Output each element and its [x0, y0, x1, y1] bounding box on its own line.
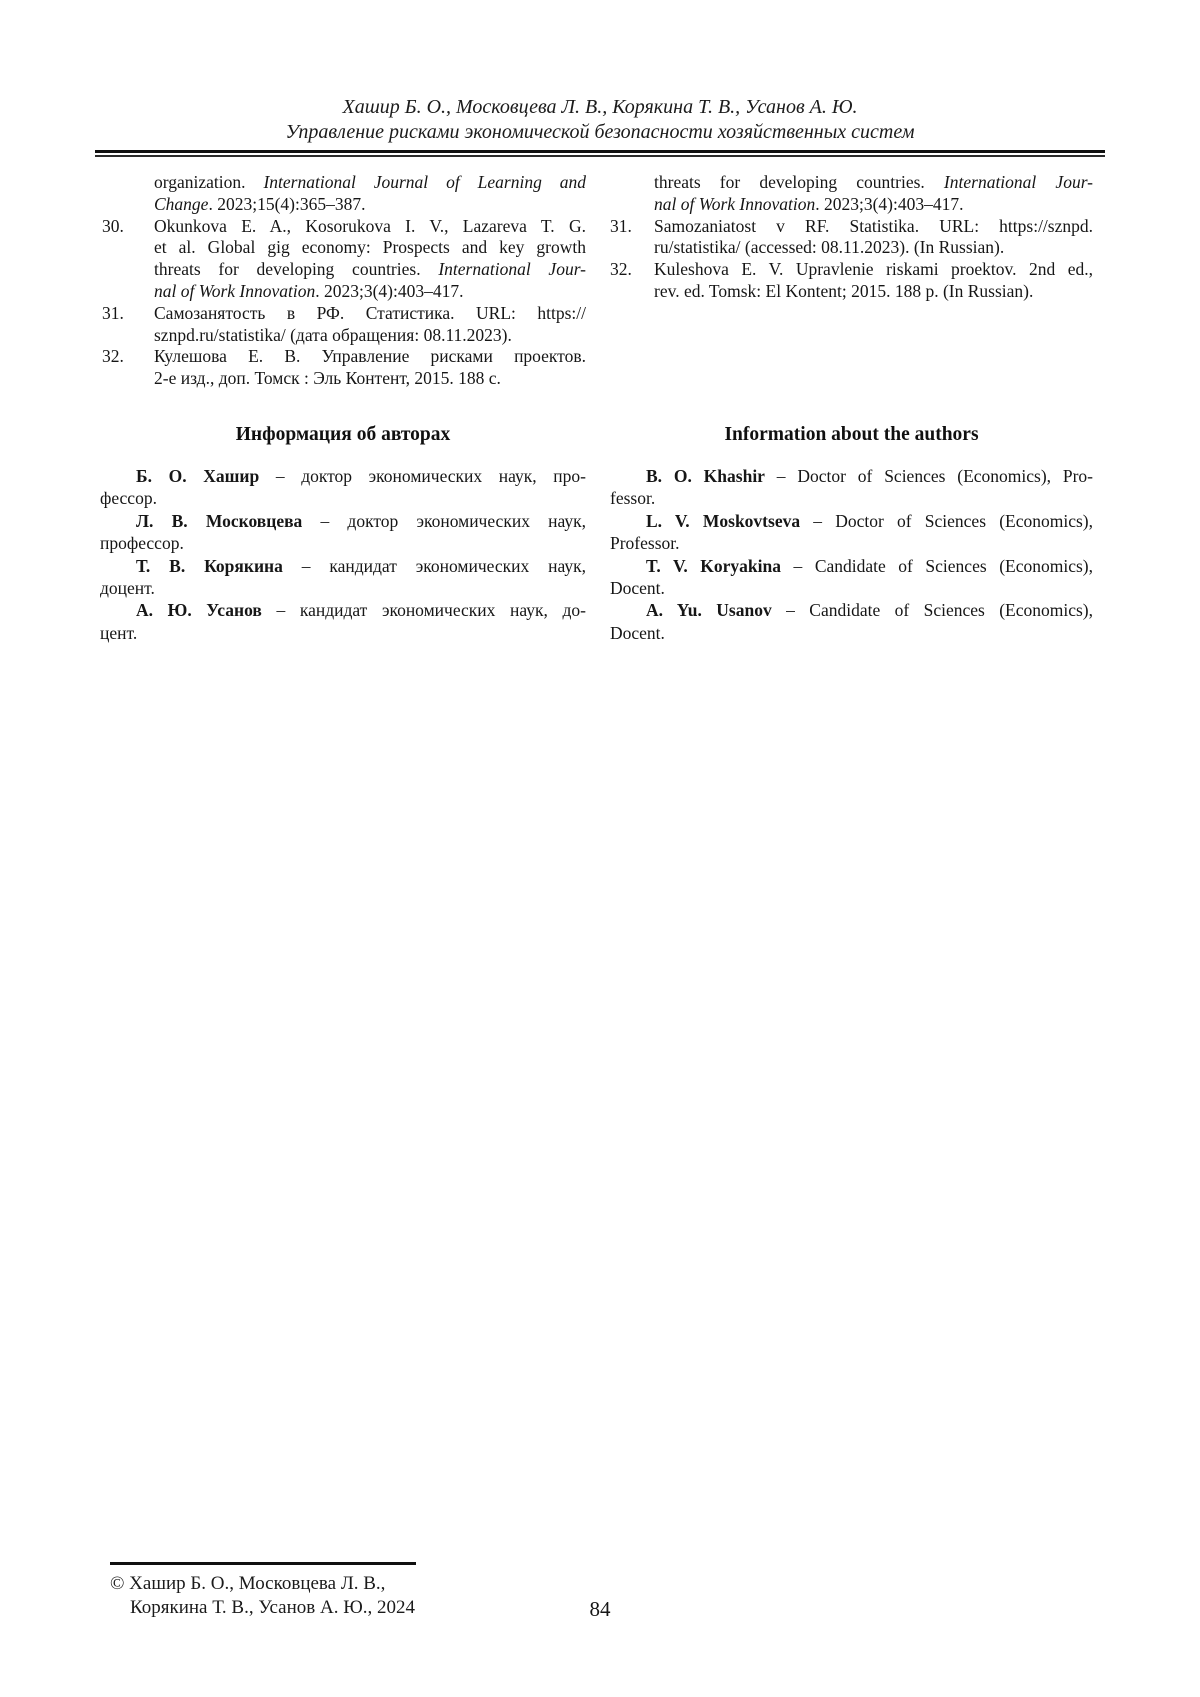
reference-number: 32. [610, 259, 632, 280]
text-run: цент. [100, 622, 138, 643]
page-number: 84 [589, 1597, 611, 1621]
journal-title-run: International Journal of Learning and [263, 172, 586, 192]
author-name: Т. В. Корякина [136, 555, 283, 576]
reference-item [610, 172, 1093, 216]
journal-title-run: Change [154, 193, 209, 214]
text-line [154, 237, 586, 259]
authors-section-ru [100, 423, 586, 644]
text-line [654, 216, 1093, 238]
text-run: Кулешова Е. В. Управление рисками проектов. [154, 346, 586, 367]
text-line [100, 622, 586, 644]
references-right-column [610, 172, 1093, 303]
text-line [154, 281, 586, 303]
text-line [100, 487, 586, 509]
text-run: Samozaniatost v RF. Statistika. URL: https://sznpd. [654, 215, 1093, 236]
text-line [154, 368, 586, 390]
text-run: Okunkova E. A., Kosorukova I. V., Lazareva T. G. [154, 215, 586, 236]
text-run: доцент. [100, 578, 155, 599]
author-entry [100, 555, 586, 600]
text-line [610, 599, 1093, 621]
references-left-column [100, 172, 586, 390]
text-run: rev. ed. Tomsk: El Kontent; 2015. 188 p. (In Russian). [654, 280, 1034, 301]
text-line [654, 237, 1093, 259]
author-name: Л. В. Московцева [136, 510, 303, 531]
text-run: – Doctor of Sciences (Economics), [800, 510, 1093, 531]
text-line [154, 303, 586, 325]
author-entry [100, 465, 586, 510]
text-line [654, 259, 1093, 281]
reference-item [100, 216, 586, 303]
text-line [610, 622, 1093, 644]
text-line [100, 555, 586, 577]
copyright-line-1: © Хашир Б. О., Московцева Л. В., [110, 1573, 386, 1594]
journal-title-run: nal of Work Innovation [154, 280, 316, 301]
text-run: фессор. [100, 488, 157, 509]
author-entry [100, 599, 586, 644]
author-name: А. Ю. Усанов [136, 600, 262, 621]
text-run: threats for developing countries. [154, 259, 439, 280]
running-header-title: Управление рисками экономической безопасности хозяйственных систем [285, 121, 915, 143]
text-run: Professor. [610, 533, 680, 554]
text-run: – кандидат экономических наук, до- [261, 600, 586, 621]
text-line [100, 510, 586, 532]
text-run: . 2023;3(4):403–417. [315, 280, 464, 301]
text-run: профессор. [100, 533, 184, 554]
author-name: L. V. Moskovtseva [646, 510, 801, 531]
text-line [100, 599, 586, 621]
text-run: – доктор экономических наук, [302, 510, 587, 531]
reference-item [610, 259, 1093, 303]
text-run: . 2023;15(4):365–387. [208, 193, 366, 214]
text-line [154, 259, 586, 281]
reference-item [610, 216, 1093, 260]
text-line [610, 510, 1093, 532]
text-line [154, 194, 586, 216]
reference-number: 31. [610, 215, 632, 236]
text-run: sznpd.ru/statistika/ (дата обращения: 08.11.2023). [154, 324, 512, 345]
reference-item [100, 346, 586, 390]
text-run: – Candidate of Sciences (Economics), [780, 555, 1093, 576]
text-run: 2-е изд., доп. Томск : Эль Контент, 2015. 188 с. [154, 368, 501, 389]
text-run: – доктор экономических наук, про- [259, 466, 586, 486]
journal-title-run: nal of Work Innovation [654, 193, 816, 214]
footer-rule [110, 1562, 416, 1565]
text-line [610, 465, 1093, 487]
text-line [154, 216, 586, 238]
text-line [610, 487, 1093, 509]
authors-list-ru [100, 465, 586, 644]
text-line [654, 281, 1093, 303]
text-line [154, 346, 586, 368]
author-name: T. V. Koryakina [646, 555, 781, 576]
author-name: Б. О. Хашир [136, 466, 260, 486]
text-run: – кандидат экономических наук, [282, 555, 586, 576]
text-line [654, 172, 1093, 194]
text-run: Kuleshova E. V. Upravlenie riskami proektov. 2nd ed., [654, 259, 1093, 280]
author-entry [610, 510, 1093, 555]
journal-title-run: International Jour- [943, 172, 1093, 192]
text-run: Docent. [610, 578, 665, 599]
text-line [154, 172, 586, 194]
text-line [100, 465, 586, 487]
text-run: organization. [154, 172, 264, 192]
text-run: threats for developing countries. [654, 172, 944, 192]
author-entry [610, 555, 1093, 600]
text-line [100, 577, 586, 599]
text-line [610, 555, 1093, 577]
reference-number: 31. [102, 302, 124, 323]
running-header [0, 95, 1200, 145]
text-line [610, 532, 1093, 554]
authors-heading-en: Information about the authors [724, 424, 979, 445]
journal-title-run: International Jour- [438, 259, 586, 280]
header-rule [95, 150, 1105, 157]
authors-section-en [610, 423, 1093, 644]
author-entry [610, 599, 1093, 644]
authors-list-en [610, 465, 1093, 644]
author-name: B. O. Khashir [646, 466, 765, 486]
text-run: fessor. [610, 488, 656, 509]
text-line [610, 577, 1093, 599]
author-entry [610, 465, 1093, 510]
text-run: et al. Global gig economy: Prospects and key growth [154, 237, 586, 258]
copyright-line-2: Корякина Т. В., Усанов А. Ю., 2024 [130, 1596, 415, 1618]
reference-number: 30. [102, 215, 124, 236]
reference-number: 32. [102, 346, 124, 367]
author-name: A. Yu. Usanov [646, 600, 772, 621]
running-header-authors: Хашир Б. О., Московцева Л. В., Корякина Т. В., Усанов А. Ю. [342, 96, 858, 118]
reference-item [100, 303, 586, 347]
reference-item [100, 172, 586, 216]
text-run: – Candidate of Sciences (Economics), [771, 600, 1093, 621]
text-line [154, 325, 586, 347]
text-run: Docent. [610, 622, 665, 643]
text-run: . 2023;3(4):403–417. [815, 193, 964, 214]
author-entry [100, 510, 586, 555]
authors-heading-ru: Информация об авторах [235, 424, 451, 445]
text-run: – Doctor of Sciences (Economics), Pro- [764, 466, 1093, 486]
text-line [654, 194, 1093, 216]
text-run: ru/statistika/ (accessed: 08.11.2023). (In Russian). [654, 237, 1005, 258]
text-line [100, 532, 586, 554]
text-run: Самозанятость в РФ. Статистика. URL: https:// [154, 302, 586, 323]
